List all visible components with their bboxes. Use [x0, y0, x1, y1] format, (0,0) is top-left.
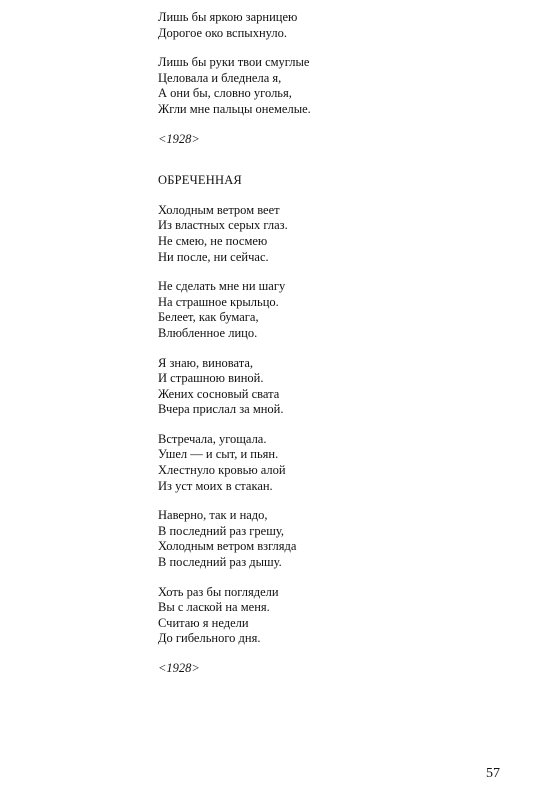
- stanza: [158, 432, 518, 494]
- verse-line: Белеет, как бумага,: [158, 310, 259, 325]
- verse-line: Не смею, не посмею: [158, 233, 268, 248]
- stanza: [158, 55, 518, 117]
- verse-line: Хоть раз бы поглядели: [158, 584, 279, 599]
- verse-line: В последний раз грешу,: [158, 523, 284, 538]
- verse-line: Ушел — и сыт, и пьян.: [158, 447, 279, 462]
- verse-line: Лишь бы руки твои смуглые: [158, 55, 310, 70]
- verse-line: Жгли мне пальцы онемелые.: [158, 101, 311, 116]
- verse-line: Дорогое око вспыхнуло.: [158, 25, 287, 40]
- stanza: [158, 585, 518, 647]
- verse-line: Жених сосновый свата: [158, 386, 280, 401]
- verse-line: На страшное крыльцо.: [158, 294, 279, 309]
- verse-line: Наверно, так и надо,: [158, 508, 268, 523]
- verse-line: Целовала и бледнела я,: [158, 70, 282, 85]
- verse-line: Холодным ветром взгляда: [158, 539, 297, 554]
- verse-line: Вы с лаской на меня.: [158, 600, 270, 615]
- verse-line: Встречала, угощала.: [158, 431, 267, 446]
- page-text: [158, 10, 518, 677]
- verse-line: Вчера прислал за мной.: [158, 402, 284, 417]
- poem-date: <1928>: [158, 661, 200, 675]
- verse-line: В последний раз дышу.: [158, 555, 282, 570]
- verse-line: А они бы, словно уголья,: [158, 86, 292, 101]
- verse-line: Влюбленное лицо.: [158, 325, 258, 340]
- verse-line: Не сделать мне ни шагу: [158, 279, 286, 294]
- verse-line: Я знаю, виновата,: [158, 355, 254, 370]
- stanza: [158, 10, 518, 41]
- verse-line: Из уст моих в стакан.: [158, 478, 273, 493]
- poem-date: <1928>: [158, 131, 200, 146]
- stanza: [158, 279, 518, 341]
- stanza: [158, 356, 518, 418]
- verse-line: До гибельного дня.: [158, 631, 261, 646]
- verse-line: Холодным ветром веет: [158, 202, 280, 217]
- poem-title: ОБРЕЧЕННАЯ: [158, 173, 242, 188]
- verse-line: И страшною виной.: [158, 371, 264, 386]
- page-number: 57: [486, 766, 500, 781]
- verse-line: Ни после, ни сейчас.: [158, 249, 269, 264]
- verse-line: Хлестнуло кровью алой: [158, 463, 286, 478]
- verse-line: Из властных серых глаз.: [158, 218, 288, 233]
- verse-line: Считаю я недели: [158, 615, 249, 630]
- stanza: [158, 508, 518, 570]
- verse-line: Лишь бы яркою зарницею: [158, 10, 298, 24]
- stanza: [158, 203, 518, 265]
